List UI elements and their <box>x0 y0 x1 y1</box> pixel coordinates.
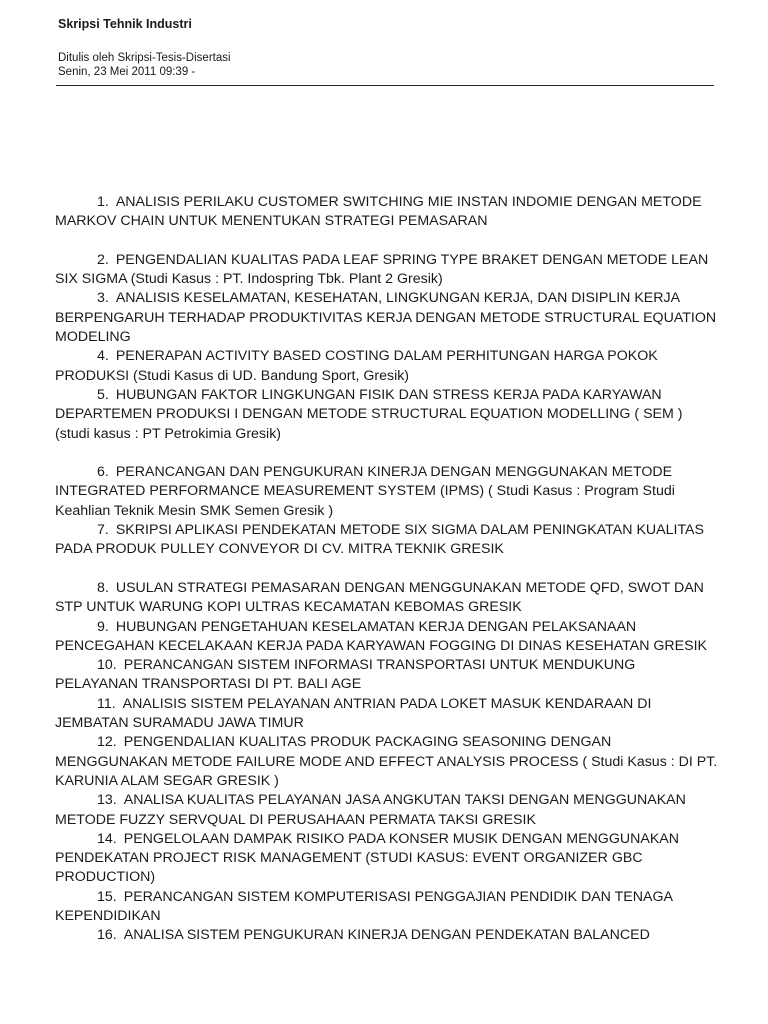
item-number: 8. <box>97 579 109 596</box>
item-number: 1. <box>97 194 109 210</box>
item-number: 15. <box>97 888 117 905</box>
item-text: ANALISIS KESELAMATAN, KESEHATAN, LINGKUNGAN KERJA, DAN DISIPLIN KERJA BERPENGARUH TERHADAP PRODUKTIVITAS KERJA DENGAN METODE STRUCTURAL EQUATION MODELING <box>55 290 717 346</box>
item-number: 14. <box>97 830 117 847</box>
item-text: PENGENDALIAN KUALITAS PRODUK PACKAGING SEASONING DENGAN MENGGUNAKAN METODE FAILURE MODE AND EFFECT ANALYSIS PROCESS ( Studi Kasus : DI PT. KARUNIA ALAM SEGAR GRESIK ) <box>55 734 718 789</box>
item-number: 3. <box>97 290 109 307</box>
list-item <box>55 888 720 927</box>
item-number: 13. <box>97 792 117 809</box>
item-text: PERANCANGAN SISTEM INFORMASI TRANSPORTASI UNTUK MENDUKUNG PELAYANAN TRANSPORTASI DI PT. BALI AGE <box>55 657 636 693</box>
list-item <box>55 830 720 888</box>
item-text: PENGELOLAAN DAMPAK RISIKO PADA KONSER MUSIK DENGAN MENGGUNAKAN PENDEKATAN PROJECT RISK MANAGEMENT (STUDI KASUS: EVENT ORGANIZER GBC PRODUCTION) <box>55 830 680 886</box>
list-item <box>55 386 720 444</box>
item-number: 2. <box>97 251 109 268</box>
item-number: 12. <box>97 734 117 751</box>
item-number: 11. <box>97 695 116 712</box>
item-text: HUBUNGAN PENGETAHUAN KESELAMATAN KERJA DENGAN PELAKSANAAN PENCEGAHAN KECELAKAAN KERJA PADA KARYAWAN FOGGING DI DINAS KESEHATAN GRESIK <box>55 618 707 654</box>
list-item <box>55 579 720 618</box>
list-item <box>55 251 720 290</box>
item-number: 10. <box>97 657 117 674</box>
list-item <box>55 926 720 945</box>
item-text: HUBUNGAN FAKTOR LINGKUNGAN FISIK DAN STRESS KERJA PADA KARYAWAN DEPARTEMEN PRODUKSI I DENGAN METODE STRUCTURAL EQUATION MODELLING ( SEM ) (studi kasus : PT Petrokimia Gresik) <box>55 386 683 442</box>
item-number: 16. <box>97 927 117 944</box>
list-item <box>55 618 720 657</box>
item-text: ANALISA KUALITAS PELAYANAN JASA ANGKUTAN TAKSI DENGAN MENGGUNAKAN METODE FUZZY SERVQUAL DI PERUSAHAAN PERMATA TAKSI GRESIK <box>55 792 686 828</box>
list-item <box>55 656 720 695</box>
item-text: PERANCANGAN DAN PENGUKURAN KINERJA DENGAN MENGGUNAKAN METODE INTEGRATED PERFORMANCE MEASUREMENT SYSTEM (IPMS) ( Studi Kasus : Program Studi Keahlian Teknik Mesin SMK Semen Gresik ) <box>55 464 675 519</box>
list-item <box>55 463 720 521</box>
item-text: PENERAPAN ACTIVITY BASED COSTING DALAM PERHITUNGAN HARGA POKOK PRODUKSI (Studi Kasus di UD. Bandung Sport, Gresik) <box>55 348 658 384</box>
item-text: SKRIPSI APLIKASI PENDEKATAN METODE SIX SIGMA DALAM PENINGKATAN KUALITAS PADA PRODUK PULLEY CONVEYOR DI CV. MITRA TEKNIK GRESIK <box>55 522 704 558</box>
item-number: 9. <box>97 618 109 635</box>
list-item <box>55 521 720 560</box>
item-number: 5. <box>97 386 109 403</box>
item-text: ANALISIS SISTEM PELAYANAN ANTRIAN PADA LOKET MASUK KENDARAAN DI JEMBATAN SURAMADU JAWA TIMUR <box>55 695 652 732</box>
list-item <box>55 347 720 386</box>
item-text: ANALISIS PERILAKU CUSTOMER SWITCHING MIE INSTAN INDOMIE DENGAN METODE MARKOV CHAIN UNTUK MENENTUKAN STRATEGI PEMASARAN <box>55 194 702 230</box>
list-item <box>55 791 720 830</box>
list-item <box>55 193 720 232</box>
document-meta <box>58 51 231 79</box>
item-text: ANALISA SISTEM PENGUKURAN KINERJA DENGAN PENDEKATAN BALANCED <box>123 927 650 944</box>
date-line: Senin, 23 Mei 2011 09:39 - <box>58 66 196 78</box>
item-text: USULAN STRATEGI PEMASARAN DENGAN MENGGUNAKAN METODE QFD, SWOT DAN STP UNTUK WARUNG KOPI ULTRAS KECAMATAN KEBOMAS GRESIK <box>55 579 704 616</box>
item-text: PENGENDALIAN KUALITAS PADA LEAF SPRING TYPE BRAKET DENGAN METODE LEAN SIX SIGMA (Studi Kasus : PT. Indospring Tbk. Plant 2 Gresik) <box>55 251 709 288</box>
item-number: 4. <box>97 348 109 365</box>
list-item <box>55 695 720 734</box>
item-number: 7. <box>97 522 109 539</box>
list-item <box>55 289 720 347</box>
thesis-list <box>55 193 720 946</box>
item-text: PERANCANGAN SISTEM KOMPUTERISASI PENGGAJIAN PENDIDIK DAN TENAGA KEPENDIDIKAN <box>55 888 673 924</box>
author-line: Ditulis oleh Skripsi-Tesis-Disertasi <box>58 52 231 64</box>
header-divider <box>56 85 714 86</box>
item-number: 6. <box>97 464 109 481</box>
list-item <box>55 733 720 791</box>
document-title: Skripsi Tehnik Industri <box>58 17 192 31</box>
